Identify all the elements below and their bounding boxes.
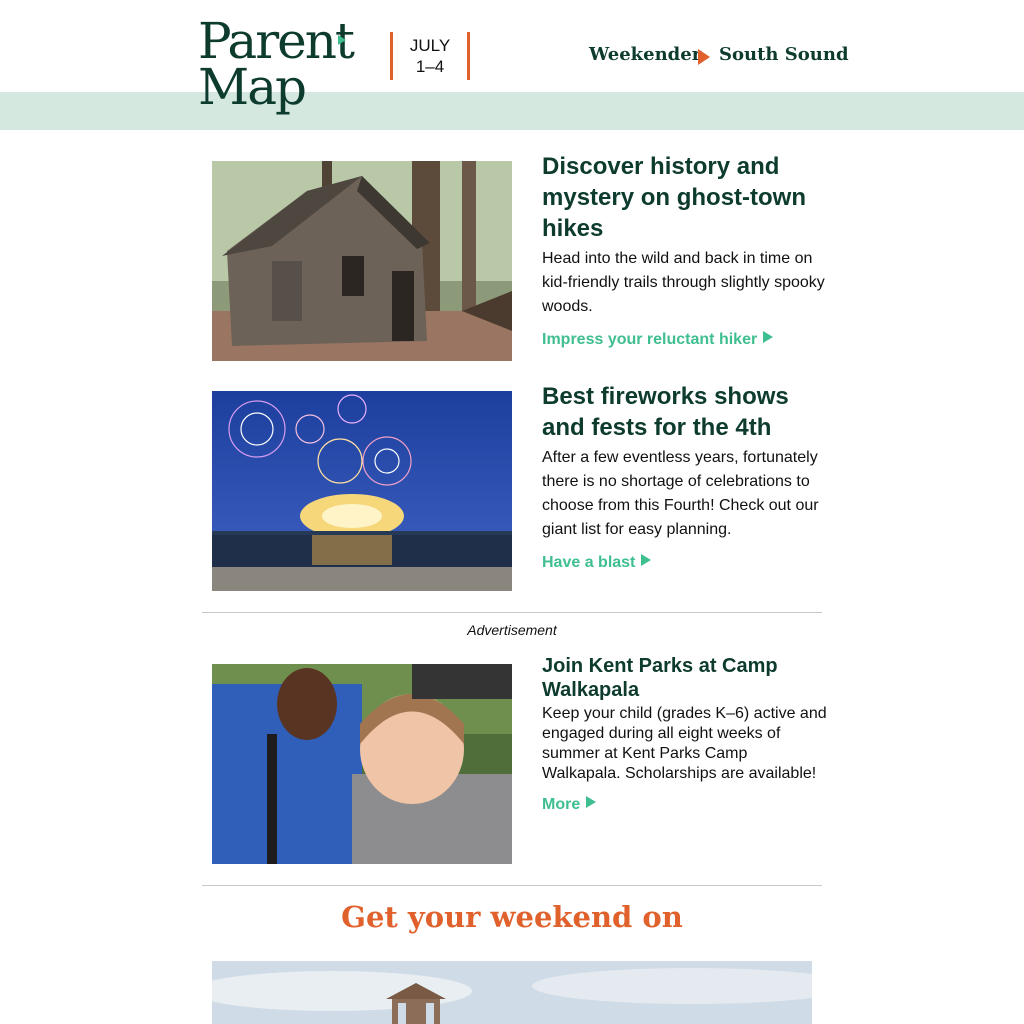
article-link[interactable] [542, 331, 773, 349]
issue-month: JULY [409, 36, 451, 55]
article-title[interactable]: Best fireworks shows and fests for the 4th [542, 383, 789, 441]
play-arrow-icon [586, 796, 596, 808]
nav-weekender[interactable]: Weekender [589, 44, 702, 65]
logo-play-icon [338, 35, 346, 45]
ghost-cabin-photo[interactable] [212, 161, 512, 361]
fireworks-photo[interactable] [212, 391, 512, 591]
logo-line-1: Parent [198, 12, 353, 70]
article-title[interactable]: Discover history and mystery on ghost-town hikes [542, 153, 807, 242]
article-body: After a few eventless years, fortunately there is no shortage of celebrations to choose from this Fourth! Check out our giant list for easy planning. [542, 449, 819, 538]
nav-south-sound[interactable]: South Sound [719, 44, 849, 65]
nav-arrow-icon [698, 49, 710, 65]
divider [202, 885, 822, 886]
article-link-label[interactable]: Have a blast [542, 554, 636, 571]
play-arrow-icon [641, 554, 651, 566]
ad-kent-parks [542, 654, 827, 814]
article-fireworks [542, 381, 827, 572]
parentmap-logo[interactable] [198, 12, 353, 116]
ad-title[interactable]: Join Kent Parks at Camp Walkapala [542, 655, 778, 701]
camp-kids-photo[interactable] [212, 664, 512, 864]
ad-body: Keep your child (grades K–6) active and engaged during all eight weeks of summer at Kent Parks Camp Walkapala. Scholarships are available! [542, 705, 827, 782]
ad-link-label[interactable]: More [542, 796, 581, 813]
issue-days: 1–4 [415, 57, 445, 76]
ad-link[interactable] [542, 796, 596, 814]
divider [202, 612, 822, 613]
weekend-section-title: Get your weekend on [341, 900, 683, 934]
article-link-label[interactable]: Impress your reluctant hiker [542, 331, 758, 348]
advertisement-label: Advertisement [467, 622, 557, 638]
issue-date [390, 32, 470, 80]
logo-line-2: Map [198, 58, 306, 116]
header-band [0, 92, 1024, 130]
article-link[interactable] [542, 554, 651, 572]
article-ghost-town [542, 151, 827, 349]
weekend-hero-photo[interactable] [212, 961, 812, 1024]
article-body: Head into the wild and back in time on kid-friendly trails through slightly spooky woods. [542, 250, 825, 315]
play-arrow-icon [763, 331, 773, 343]
